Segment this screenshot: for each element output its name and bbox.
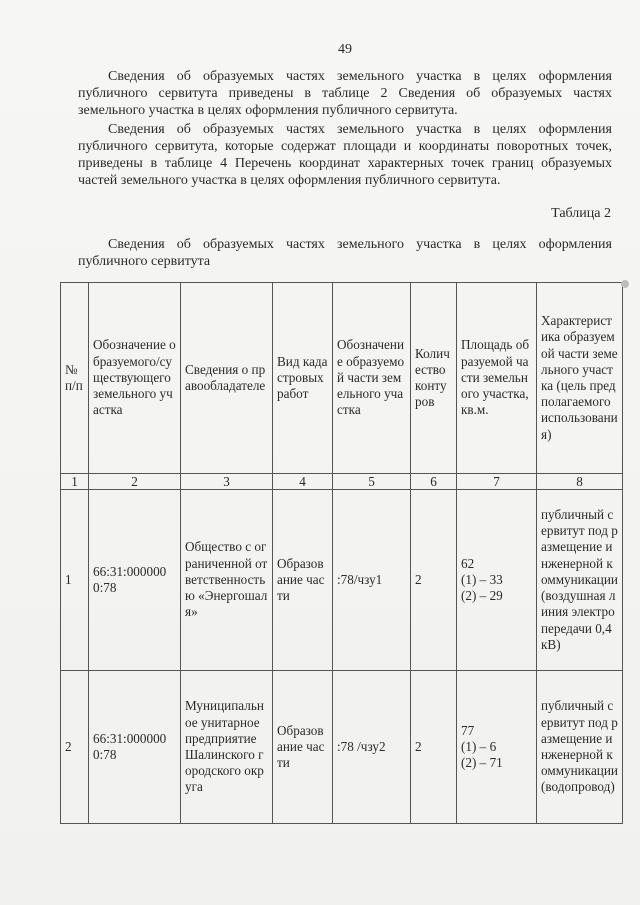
area-total: 62 xyxy=(461,555,475,571)
servitude-table xyxy=(60,282,623,824)
cell-part: :78 /чзу2 xyxy=(333,671,411,824)
header-work-type: Вид кадастровых работ xyxy=(273,283,333,474)
column-number: 7 xyxy=(457,474,537,490)
page-number: 49 xyxy=(338,42,352,57)
area-contour-1: (1) – 33 xyxy=(461,571,503,587)
cell-owner: Муниципальное унитарное предприятие Шалинского городского округа xyxy=(181,671,273,824)
cell-num: 1 xyxy=(61,490,89,671)
column-numbers-row xyxy=(61,474,623,490)
cell-part: :78/чзу1 xyxy=(333,490,411,671)
header-part: Обозначение образуемой части земельного участка xyxy=(333,283,411,474)
area-contour-2: (2) – 29 xyxy=(461,588,503,604)
cell-purpose: публичный сервитут под размещение инженерной коммуникации (воздушная линия электропередачи 0,4 кВ) xyxy=(537,490,623,671)
cell-work-type: Образование части xyxy=(273,671,333,824)
column-number: 1 xyxy=(61,474,89,490)
header-parcel: Обозначение образуемого/существующего земельного участка xyxy=(89,283,181,474)
area-total: 77 xyxy=(461,722,475,738)
cell-contours: 2 xyxy=(411,671,457,824)
cell-work-type: Образование части xyxy=(273,490,333,671)
table-label: Таблица 2 xyxy=(551,206,611,221)
column-number: 5 xyxy=(333,474,411,490)
column-number: 3 xyxy=(181,474,273,490)
table-caption: Сведения об образуемых частях земельного участка в целях оформления публичного сервитута xyxy=(78,237,612,269)
scan-speck xyxy=(621,280,629,288)
table-row xyxy=(61,490,623,671)
table-row xyxy=(61,671,623,824)
cell-area xyxy=(457,671,537,824)
column-number: 6 xyxy=(411,474,457,490)
cell-num: 2 xyxy=(61,671,89,824)
cell-area xyxy=(457,490,537,671)
paragraph-1: Сведения об образуемых частях земельного участка в целях оформления публичного сервитута приведены в таблице 2 Сведения об образуемых частях земельного участка в целях оформления публичного сервитута. xyxy=(78,69,612,118)
table-header-row xyxy=(61,283,623,474)
column-number: 4 xyxy=(273,474,333,490)
cell-contours: 2 xyxy=(411,490,457,671)
header-num: № п/п xyxy=(61,283,89,474)
column-number: 2 xyxy=(89,474,181,490)
paragraph-2: Сведения об образуемых частях земельного участка в целях оформления публичного сервитута, которые содержат площади и координаты поворотных точек, приведены в таблице 4 Перечень координат характерных точек границ образуемых частей земельного участка в целях оформления публичного сервитута. xyxy=(78,122,612,188)
cell-purpose: публичный сервитут под размещение инженерной коммуникации (водопровод) xyxy=(537,671,623,824)
header-owner: Сведения о правообладателе xyxy=(181,283,273,474)
cell-parcel: 66:31:0000000:78 xyxy=(89,671,181,824)
cell-parcel: 66:31:0000000:78 xyxy=(89,490,181,671)
header-purpose: Характеристика образуемой части земельного участка (цель предполагаемого использования) xyxy=(537,283,623,474)
header-area: Площадь образуемой части земельного участка, кв.м. xyxy=(457,283,537,474)
area-contour-1: (1) – 6 xyxy=(461,738,497,754)
header-contours: Количество контуров xyxy=(411,283,457,474)
column-number: 8 xyxy=(537,474,623,490)
cell-owner: Общество с ограниченной ответственностью «Энергошаля» xyxy=(181,490,273,671)
area-contour-2: (2) – 71 xyxy=(461,755,503,771)
